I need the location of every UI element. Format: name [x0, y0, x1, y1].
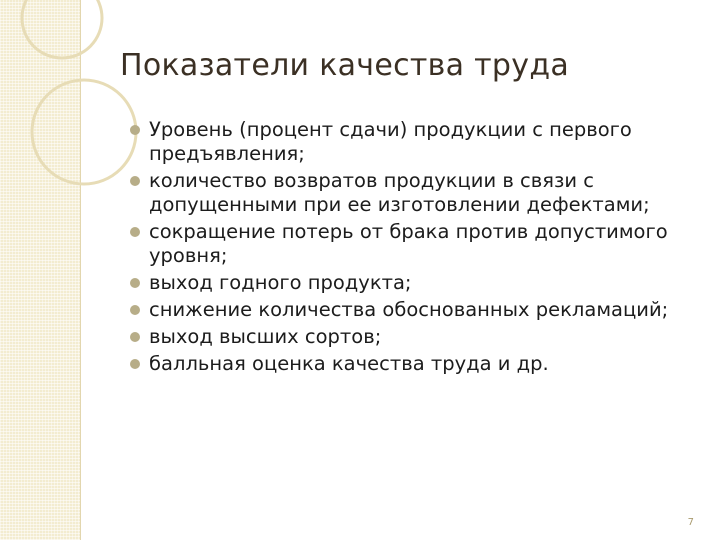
bullet-icon [130, 359, 140, 369]
list-item-text: выход высших сортов; [149, 325, 382, 348]
bullet-icon [130, 227, 140, 237]
bullet-icon [130, 176, 140, 186]
list-item-text: выход годного продукта; [149, 271, 412, 294]
bullet-icon [130, 305, 140, 315]
list-item [130, 298, 700, 322]
bullet-icon [130, 278, 140, 288]
slide-title: Показатели качества труда [120, 48, 570, 83]
bullet-icon [130, 332, 140, 342]
list-item-text: балльная оценка качества труда и др. [149, 352, 549, 375]
decorative-circles [0, 0, 140, 240]
list-item [130, 118, 700, 166]
list-item [130, 325, 700, 349]
bullet-icon [130, 125, 140, 135]
list-item-text: Уровень (процент сдачи) продукции с первого предъявления; [149, 118, 632, 165]
list-item [130, 220, 700, 268]
list-item [130, 352, 700, 376]
list-item-text: количество возвратов продукции в связи с допущенными при ее изготовлении дефектами; [149, 169, 650, 216]
list-item-text: снижение количества обоснованных рекламаций; [149, 298, 669, 321]
list-item [130, 169, 700, 217]
page-number: 7 [687, 517, 694, 528]
list-item [130, 271, 700, 295]
bullet-list [130, 118, 700, 379]
list-item-text: сокращение потерь от брака против допустимого уровня; [149, 220, 668, 267]
